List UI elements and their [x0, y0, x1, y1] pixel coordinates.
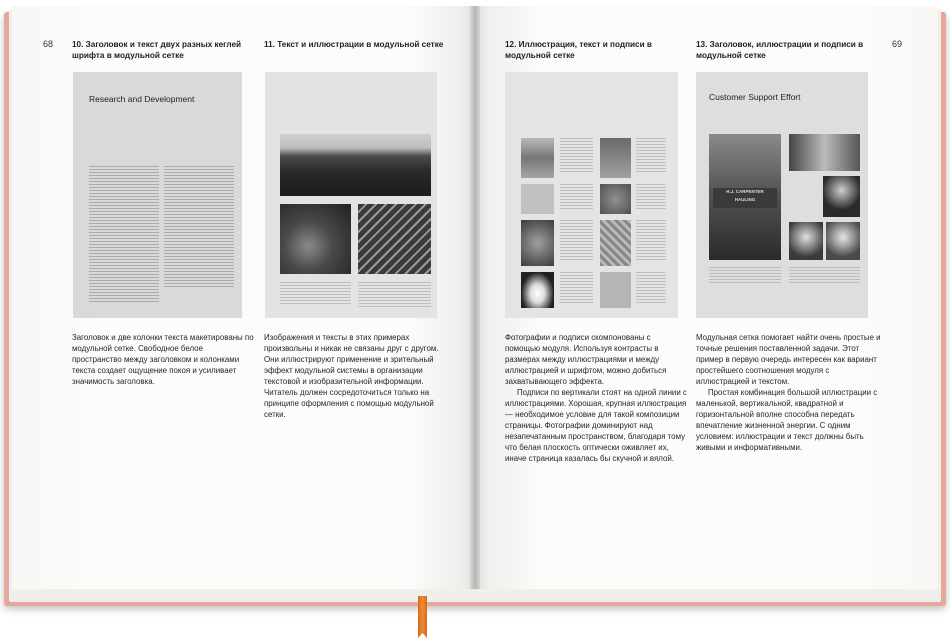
sample-research-development: [73, 72, 242, 318]
section-12-heading: 12. Иллюстрация, текст и подписи в модульной сетке: [505, 40, 652, 60]
section-11-heading: 11. Текст и иллюстрации в модульной сетке: [264, 40, 444, 49]
text-column-1: [89, 166, 159, 302]
right-page: [475, 6, 938, 589]
caption-paragraph: Подписи по вертикали стоят на одной линии с иллюстрациями. Хорошая, крупная иллюстрация — необходимое условие для такой композиции страницы. Фотографии доминируют над незапечатанным пространством, благодаря тому что белая плоскость оптически оживляет их, иначе страница казалась бы скучной и вялой.: [505, 388, 687, 463]
text-block-a: [280, 282, 351, 304]
section-12-caption: [505, 332, 687, 464]
landscape-photo: [280, 134, 431, 196]
book-gutter: [470, 6, 480, 589]
caption-block: [560, 220, 593, 260]
sample-title-research: Research and Development: [89, 94, 195, 104]
portrait-photo: [826, 222, 860, 260]
truck-sign: [713, 188, 777, 208]
caption-block: [560, 184, 593, 210]
caption-block: [789, 267, 860, 283]
thumb-photo: [600, 138, 631, 178]
caption-paragraph: Простая комбинация большой иллюстрации с маленькой, вертикальной, квадратной и горизонтальной вполне способна передать впечатление жизненной энергии. С одним условием: иллюстрации и текст должны быть живыми и информативными.: [696, 388, 878, 452]
page-number-right: 69: [892, 39, 903, 49]
text-block-b: [358, 282, 431, 308]
truck-sign-line: HAULING: [734, 197, 756, 202]
group-photo: [789, 134, 860, 171]
section-13-caption: [696, 332, 882, 453]
thumb-photo: [521, 138, 554, 178]
page-number-left: 68: [43, 39, 54, 49]
caption-block: [636, 272, 666, 304]
truck-photo: [709, 134, 781, 260]
truck-sign-line: H.J. CARPENTER: [726, 189, 764, 194]
thumb-photo: [600, 184, 631, 214]
thumb-photo: [600, 220, 631, 266]
sample-text-illustrations: [265, 72, 437, 318]
caption-block: [560, 272, 593, 304]
caption-text: Заголовок и две колонки текста макетированы по модульной сетке. Свободное белое пространство между заголовком и колонками текста создает ощущение покоя и усиливает значимость заголовка.: [72, 333, 254, 386]
caption-block: [709, 267, 781, 283]
text-column-2: [164, 166, 234, 288]
caption-block: [560, 138, 593, 174]
caption-text: Изображения и тексты в этих примерах произвольны и никак не связаны друг с другом. Они иллюстрируют применение и зрительный эффект модульной системы в организации текстовой и изобразительной информации. Читатель должен сосредоточиться только на принципе оформления с помощью модульной сетки.: [264, 333, 439, 419]
caption-block: [636, 220, 666, 260]
portrait-photo: [823, 176, 860, 217]
section-10-heading: 10. Заголовок и текст двух разных кеглей шрифта в модульной сетке: [72, 40, 242, 60]
bookmark-ribbon: [418, 596, 427, 638]
houses-photo: [358, 204, 431, 274]
thumb-photo: [521, 184, 554, 214]
sample-title-customer: Customer Support Effort: [709, 92, 801, 102]
portrait-photo: [789, 222, 823, 260]
sample-customer-support: [696, 72, 868, 318]
town-photo: [280, 204, 351, 274]
left-page: [12, 6, 475, 589]
thumb-photo: [521, 220, 554, 266]
caption-paragraph: Модульная сетка помогает найти очень простые и точные решения поставленной задачи. Этот пример в первую очередь интересен как вариант простейшего соотношения модуля с иллюстрацией и текстом.: [696, 333, 881, 386]
sample-illustration-text-captions: [505, 72, 678, 318]
caption-block: [636, 138, 666, 174]
caption-paragraph: Фотографии и подписи скомпонованы с помощью модуля. Используя контрасты в размерах между иллюстрациями и между иллюстрацией и шрифтом, можно добиться захватывающего эффекта.: [505, 333, 667, 386]
caption-block: [636, 184, 666, 210]
section-10-caption: [72, 332, 254, 387]
thumb-photo: [600, 272, 631, 308]
section-13-heading: 13. Заголовок, иллюстрации и подписи в модульной сетке: [696, 40, 864, 60]
section-11-caption: [264, 332, 452, 420]
thumb-photo: [521, 272, 554, 308]
